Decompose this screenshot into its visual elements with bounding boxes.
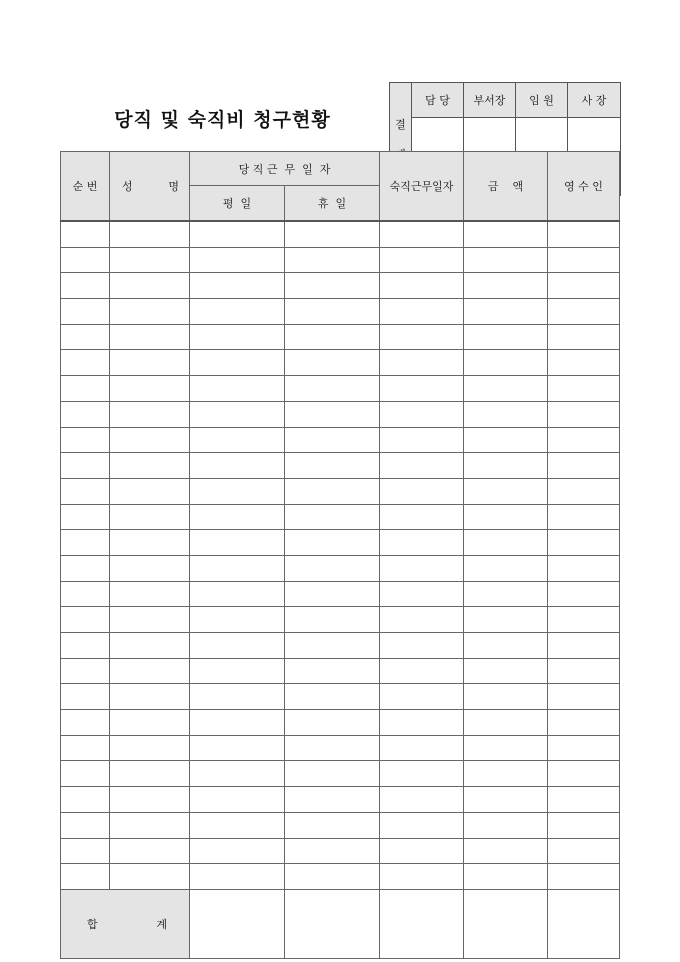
amount-cell[interactable] xyxy=(464,299,548,325)
receipt-cell[interactable] xyxy=(548,530,620,556)
total-label-2: 계 xyxy=(156,917,167,931)
table-row xyxy=(61,299,620,325)
seq-cell[interactable] xyxy=(61,247,110,273)
weekday-cell[interactable] xyxy=(190,247,285,273)
table-row xyxy=(61,838,620,864)
amount-cell[interactable] xyxy=(464,658,548,684)
night-duty-cell[interactable] xyxy=(380,350,464,376)
table-row xyxy=(61,555,620,581)
amount-cell[interactable] xyxy=(464,838,548,864)
name-cell[interactable] xyxy=(110,607,190,633)
name-cell[interactable] xyxy=(110,684,190,710)
seq-cell[interactable] xyxy=(61,324,110,350)
night-duty-cell[interactable] xyxy=(380,838,464,864)
holiday-cell[interactable] xyxy=(285,633,380,659)
table-row xyxy=(61,401,620,427)
seq-cell[interactable] xyxy=(61,658,110,684)
table-row xyxy=(61,453,620,479)
header-night-duty-dates: 숙직근무일자 xyxy=(380,152,464,222)
night-duty-cell[interactable] xyxy=(380,247,464,273)
seq-cell[interactable] xyxy=(61,838,110,864)
holiday-cell[interactable] xyxy=(285,453,380,479)
table-row xyxy=(61,633,620,659)
weekday-cell[interactable] xyxy=(190,684,285,710)
receipt-cell[interactable] xyxy=(548,299,620,325)
receipt-cell[interactable] xyxy=(548,607,620,633)
name-cell[interactable] xyxy=(110,401,190,427)
weekday-cell[interactable] xyxy=(190,607,285,633)
holiday-cell[interactable] xyxy=(285,478,380,504)
amount-cell[interactable] xyxy=(464,864,548,890)
seq-cell[interactable] xyxy=(61,478,110,504)
seq-cell[interactable] xyxy=(61,735,110,761)
table-row xyxy=(61,735,620,761)
amount-cell[interactable] xyxy=(464,735,548,761)
total-holiday-cell[interactable] xyxy=(285,889,380,958)
table-row xyxy=(61,376,620,402)
holiday-cell[interactable] xyxy=(285,761,380,787)
night-duty-cell[interactable] xyxy=(380,530,464,556)
holiday-cell[interactable] xyxy=(285,658,380,684)
name-cell[interactable] xyxy=(110,247,190,273)
receipt-cell[interactable] xyxy=(548,453,620,479)
holiday-cell[interactable] xyxy=(285,555,380,581)
total-label xyxy=(61,889,190,958)
total-label-1: 합 xyxy=(87,917,98,931)
seq-cell[interactable] xyxy=(61,401,110,427)
night-duty-cell[interactable] xyxy=(380,710,464,736)
weekday-cell[interactable] xyxy=(190,710,285,736)
name-cell[interactable] xyxy=(110,427,190,453)
table-row xyxy=(61,478,620,504)
duty-claim-table xyxy=(60,151,620,959)
receipt-cell[interactable] xyxy=(548,478,620,504)
table-row xyxy=(61,684,620,710)
amount-cell[interactable] xyxy=(464,761,548,787)
weekday-cell[interactable] xyxy=(190,299,285,325)
seq-cell[interactable] xyxy=(61,504,110,530)
amount-cell[interactable] xyxy=(464,324,548,350)
holiday-cell[interactable] xyxy=(285,607,380,633)
table-row xyxy=(61,324,620,350)
table-row xyxy=(61,427,620,453)
holiday-cell[interactable] xyxy=(285,504,380,530)
weekday-cell[interactable] xyxy=(190,787,285,813)
weekday-cell[interactable] xyxy=(190,838,285,864)
header-name-2: 명 xyxy=(168,180,179,193)
seq-cell[interactable] xyxy=(61,427,110,453)
approval-role-executive: 임 원 xyxy=(515,83,567,118)
name-cell[interactable] xyxy=(110,838,190,864)
weekday-cell[interactable] xyxy=(190,427,285,453)
receipt-cell[interactable] xyxy=(548,376,620,402)
amount-cell[interactable] xyxy=(464,478,548,504)
table-row xyxy=(61,273,620,299)
receipt-cell[interactable] xyxy=(548,221,620,247)
header-seq: 순 번 xyxy=(61,152,110,222)
approval-role-dept-head: 부서장 xyxy=(463,83,515,118)
weekday-cell[interactable] xyxy=(190,735,285,761)
night-duty-cell[interactable] xyxy=(380,607,464,633)
weekday-cell[interactable] xyxy=(190,864,285,890)
weekday-cell[interactable] xyxy=(190,221,285,247)
night-duty-cell[interactable] xyxy=(380,221,464,247)
name-cell[interactable] xyxy=(110,761,190,787)
page-title: 당직 및 숙직비 청구현황 xyxy=(114,109,331,131)
night-duty-cell[interactable] xyxy=(380,299,464,325)
name-cell[interactable] xyxy=(110,633,190,659)
seq-cell[interactable] xyxy=(61,684,110,710)
receipt-cell[interactable] xyxy=(548,555,620,581)
night-duty-cell[interactable] xyxy=(380,735,464,761)
holiday-cell[interactable] xyxy=(285,710,380,736)
weekday-cell[interactable] xyxy=(190,401,285,427)
amount-cell[interactable] xyxy=(464,453,548,479)
night-duty-cell[interactable] xyxy=(380,453,464,479)
name-cell[interactable] xyxy=(110,350,190,376)
amount-cell[interactable] xyxy=(464,555,548,581)
receipt-cell[interactable] xyxy=(548,633,620,659)
amount-cell[interactable] xyxy=(464,787,548,813)
amount-cell[interactable] xyxy=(464,684,548,710)
table-row xyxy=(61,247,620,273)
seq-cell[interactable] xyxy=(61,221,110,247)
name-cell[interactable] xyxy=(110,376,190,402)
receipt-cell[interactable] xyxy=(548,658,620,684)
header-receipt: 영 수 인 xyxy=(548,152,620,222)
seq-cell[interactable] xyxy=(61,581,110,607)
amount-cell[interactable] xyxy=(464,376,548,402)
weekday-cell[interactable] xyxy=(190,350,285,376)
weekday-cell[interactable] xyxy=(190,504,285,530)
night-duty-cell[interactable] xyxy=(380,684,464,710)
total-weekday-cell[interactable] xyxy=(190,889,285,958)
receipt-cell[interactable] xyxy=(548,838,620,864)
seq-cell[interactable] xyxy=(61,633,110,659)
name-cell[interactable] xyxy=(110,710,190,736)
table-row xyxy=(61,350,620,376)
name-cell[interactable] xyxy=(110,787,190,813)
total-receipt-cell[interactable] xyxy=(548,889,620,958)
weekday-cell[interactable] xyxy=(190,761,285,787)
amount-cell[interactable] xyxy=(464,427,548,453)
amount-cell[interactable] xyxy=(464,273,548,299)
night-duty-cell[interactable] xyxy=(380,812,464,838)
receipt-cell[interactable] xyxy=(548,324,620,350)
night-duty-cell[interactable] xyxy=(380,324,464,350)
holiday-cell[interactable] xyxy=(285,401,380,427)
night-duty-cell[interactable] xyxy=(380,658,464,684)
weekday-cell[interactable] xyxy=(190,478,285,504)
seq-cell[interactable] xyxy=(61,710,110,736)
total-row xyxy=(61,889,620,958)
approval-role-president: 사 장 xyxy=(567,83,620,118)
receipt-cell[interactable] xyxy=(548,864,620,890)
name-cell[interactable] xyxy=(110,453,190,479)
seq-cell[interactable] xyxy=(61,350,110,376)
amount-cell[interactable] xyxy=(464,633,548,659)
holiday-cell[interactable] xyxy=(285,864,380,890)
weekday-cell[interactable] xyxy=(190,581,285,607)
weekday-cell[interactable] xyxy=(190,324,285,350)
weekday-cell[interactable] xyxy=(190,812,285,838)
table-row xyxy=(61,761,620,787)
receipt-cell[interactable] xyxy=(548,812,620,838)
header-name-1: 성 xyxy=(122,180,133,193)
table-row xyxy=(61,864,620,890)
header-weekday: 평 일 xyxy=(190,186,285,221)
seq-cell[interactable] xyxy=(61,787,110,813)
name-cell[interactable] xyxy=(110,504,190,530)
night-duty-cell[interactable] xyxy=(380,504,464,530)
holiday-cell[interactable] xyxy=(285,427,380,453)
name-cell[interactable] xyxy=(110,864,190,890)
seq-cell[interactable] xyxy=(61,530,110,556)
name-cell[interactable] xyxy=(110,478,190,504)
weekday-cell[interactable] xyxy=(190,658,285,684)
receipt-cell[interactable] xyxy=(548,761,620,787)
weekday-cell[interactable] xyxy=(190,453,285,479)
weekday-cell[interactable] xyxy=(190,530,285,556)
holiday-cell[interactable] xyxy=(285,812,380,838)
night-duty-cell[interactable] xyxy=(380,787,464,813)
night-duty-cell[interactable] xyxy=(380,633,464,659)
header-amount: 금 액 xyxy=(464,152,548,222)
amount-cell[interactable] xyxy=(464,812,548,838)
header-holiday: 휴 일 xyxy=(285,186,380,221)
table-row xyxy=(61,812,620,838)
name-cell[interactable] xyxy=(110,812,190,838)
receipt-cell[interactable] xyxy=(548,401,620,427)
receipt-cell[interactable] xyxy=(548,710,620,736)
weekday-cell[interactable] xyxy=(190,273,285,299)
name-cell[interactable] xyxy=(110,221,190,247)
amount-cell[interactable] xyxy=(464,247,548,273)
receipt-cell[interactable] xyxy=(548,350,620,376)
seq-cell[interactable] xyxy=(61,555,110,581)
seq-cell[interactable] xyxy=(61,812,110,838)
receipt-cell[interactable] xyxy=(548,273,620,299)
night-duty-cell[interactable] xyxy=(380,555,464,581)
night-duty-cell[interactable] xyxy=(380,273,464,299)
table-row xyxy=(61,787,620,813)
seq-cell[interactable] xyxy=(61,607,110,633)
table-row xyxy=(61,221,620,247)
holiday-cell[interactable] xyxy=(285,787,380,813)
receipt-cell[interactable] xyxy=(548,787,620,813)
name-cell[interactable] xyxy=(110,299,190,325)
amount-cell[interactable] xyxy=(464,530,548,556)
seq-cell[interactable] xyxy=(61,273,110,299)
night-duty-cell[interactable] xyxy=(380,864,464,890)
amount-cell[interactable] xyxy=(464,710,548,736)
receipt-cell[interactable] xyxy=(548,735,620,761)
total-night-duty-cell[interactable] xyxy=(380,889,464,958)
table-row xyxy=(61,530,620,556)
holiday-cell[interactable] xyxy=(285,350,380,376)
holiday-cell[interactable] xyxy=(285,247,380,273)
weekday-cell[interactable] xyxy=(190,555,285,581)
receipt-cell[interactable] xyxy=(548,427,620,453)
weekday-cell[interactable] xyxy=(190,633,285,659)
seq-cell[interactable] xyxy=(61,299,110,325)
table-body xyxy=(61,221,620,889)
night-duty-cell[interactable] xyxy=(380,376,464,402)
amount-cell[interactable] xyxy=(464,401,548,427)
header-name xyxy=(110,152,190,222)
night-duty-cell[interactable] xyxy=(380,401,464,427)
total-amount-cell[interactable] xyxy=(464,889,548,958)
header-duty-dates: 당 직 근 무 일 자 xyxy=(190,152,380,186)
receipt-cell[interactable] xyxy=(548,684,620,710)
name-cell[interactable] xyxy=(110,735,190,761)
approval-side-label-1: 결 xyxy=(395,118,406,131)
holiday-cell[interactable] xyxy=(285,684,380,710)
name-cell[interactable] xyxy=(110,530,190,556)
seq-cell[interactable] xyxy=(61,761,110,787)
holiday-cell[interactable] xyxy=(285,735,380,761)
holiday-cell[interactable] xyxy=(285,838,380,864)
night-duty-cell[interactable] xyxy=(380,478,464,504)
holiday-cell[interactable] xyxy=(285,221,380,247)
night-duty-cell[interactable] xyxy=(380,427,464,453)
receipt-cell[interactable] xyxy=(548,504,620,530)
night-duty-cell[interactable] xyxy=(380,581,464,607)
seq-cell[interactable] xyxy=(61,864,110,890)
receipt-cell[interactable] xyxy=(548,247,620,273)
table-row xyxy=(61,607,620,633)
holiday-cell[interactable] xyxy=(285,376,380,402)
name-cell[interactable] xyxy=(110,555,190,581)
holiday-cell[interactable] xyxy=(285,299,380,325)
amount-cell[interactable] xyxy=(464,221,548,247)
amount-cell[interactable] xyxy=(464,581,548,607)
seq-cell[interactable] xyxy=(61,376,110,402)
holiday-cell[interactable] xyxy=(285,324,380,350)
amount-cell[interactable] xyxy=(464,607,548,633)
name-cell[interactable] xyxy=(110,581,190,607)
receipt-cell[interactable] xyxy=(548,581,620,607)
night-duty-cell[interactable] xyxy=(380,761,464,787)
table-row xyxy=(61,504,620,530)
holiday-cell[interactable] xyxy=(285,530,380,556)
name-cell[interactable] xyxy=(110,273,190,299)
name-cell[interactable] xyxy=(110,658,190,684)
holiday-cell[interactable] xyxy=(285,273,380,299)
name-cell[interactable] xyxy=(110,324,190,350)
table-row xyxy=(61,658,620,684)
table-row xyxy=(61,581,620,607)
holiday-cell[interactable] xyxy=(285,581,380,607)
approval-role-staff: 담 당 xyxy=(411,83,463,118)
weekday-cell[interactable] xyxy=(190,376,285,402)
seq-cell[interactable] xyxy=(61,453,110,479)
amount-cell[interactable] xyxy=(464,504,548,530)
amount-cell[interactable] xyxy=(464,350,548,376)
table-row xyxy=(61,710,620,736)
